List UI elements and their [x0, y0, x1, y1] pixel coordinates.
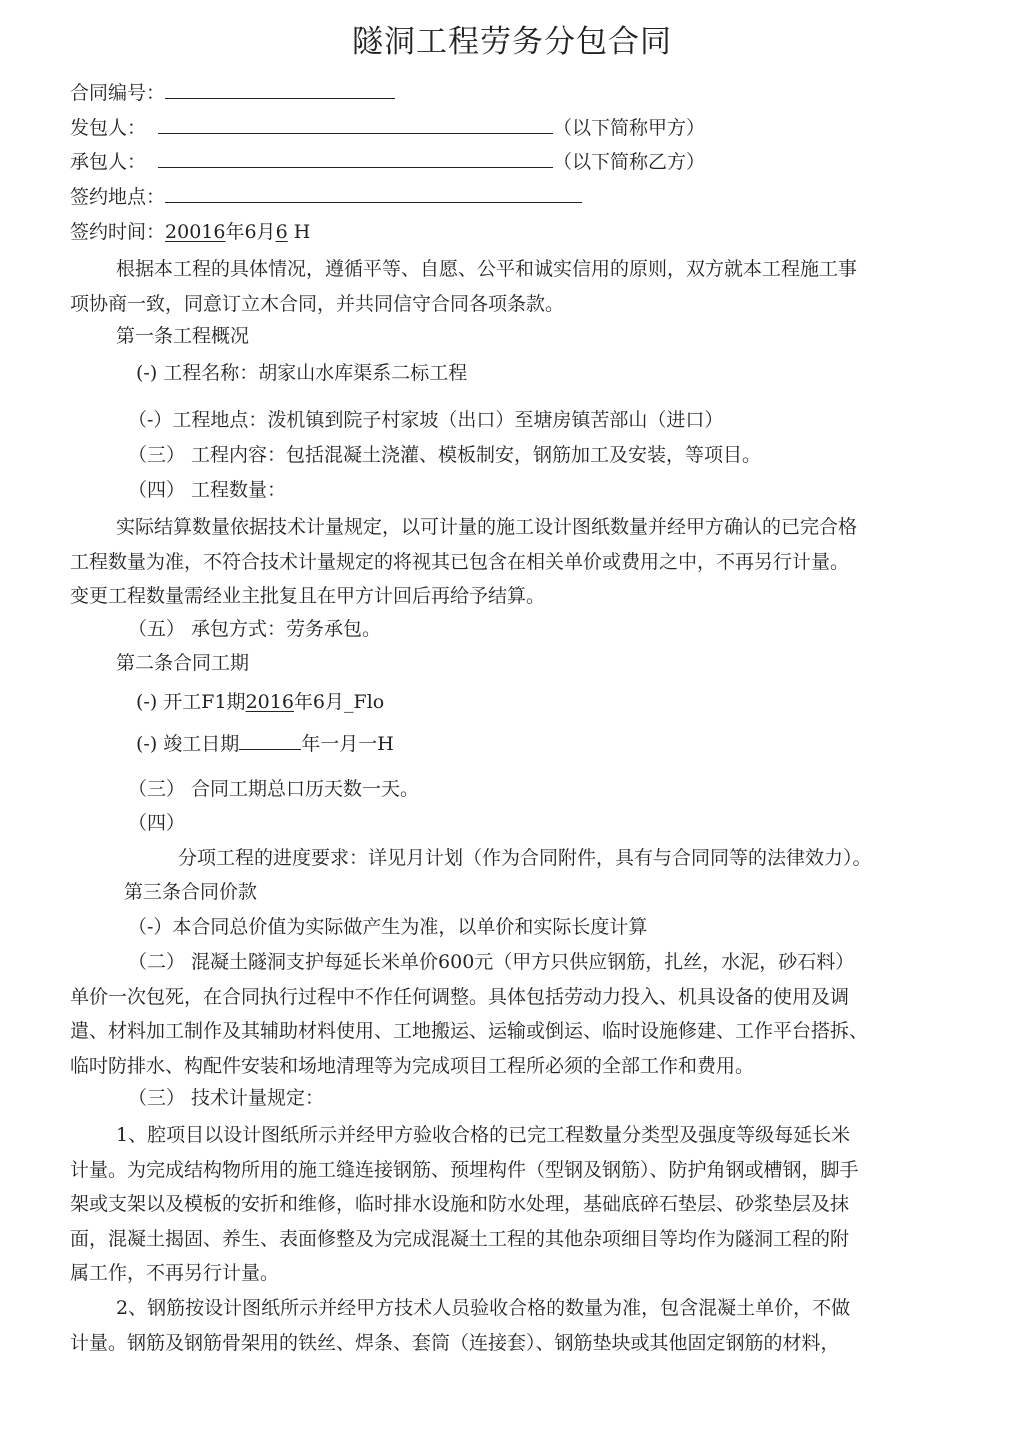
unit-price-line: 单价一次包死，在合同执行过程中不作任何调整。具体包括劳动力投入、机具设备的使用及调 [70, 985, 850, 1008]
unit-price-line: 遣、材料加工制作及其辅助材料使用、工地搬运、运输或倒运、临时设施修建、工作平台搭拆、 [70, 1020, 869, 1042]
intro-line: 项协商一致，同意订立木合同，并共同信守合同各项条款。 [70, 292, 565, 315]
sign-place-blank [165, 184, 582, 203]
unit-price-paragraph [70, 945, 868, 1083]
party-a-field [70, 114, 705, 142]
total-price-item: （-）本合同总价值为实际做产生为准，以单价和实际长度计算 [128, 916, 648, 938]
measurement-rules-item: （三） 技术计量规定： [128, 1087, 325, 1109]
rule-2-line: 2、钢筋按设计图纸所示并经甲方技术人员验收合格的数量为准，包含混凝土单价，不做 [116, 1297, 851, 1319]
sign-time-year: 20016 [165, 221, 226, 243]
party-a-suffix: （以下简称甲方） [553, 117, 706, 139]
article-1-heading: 第一条工程概况 [116, 325, 250, 347]
quantity-line: 实际结算数量依据技术计量规定，以可计量的施工设计图纸数量并经甲方确认的已完合格 [116, 516, 858, 538]
end-date-suffix: 年一月一H [301, 733, 394, 755]
sign-place-label: 签约地点： [70, 186, 166, 208]
unit-price-line: 临吋防排水、构配件安装和场地清理等为完成项目工程所必须的全部工作和费用。 [70, 1054, 755, 1077]
start-date-suffix: 年6月_Flo [293, 691, 385, 713]
rule-1-line: 架或支架以及模板的安折和维修，临时排水设施和防水处理，基础底碎石垫层、砂浆垫层及抹 [70, 1193, 850, 1215]
project-quantity-item: （四） 工程数量： [128, 479, 287, 501]
end-date-item [136, 730, 394, 758]
rule-1-line: 属工作，不再另行计量。 [70, 1262, 280, 1284]
rule-1-line: 计量。为完成结构物所用的施工缝连接钢筋、预埋构件（型钢及钢筋）、防护角钢或槽钢，脚手 [70, 1158, 859, 1181]
article-2-heading: 第二条合同工期 [116, 652, 250, 674]
sign-time-year-unit: 年6月 [225, 221, 276, 243]
party-b-suffix: （以下简称乙方） [553, 151, 706, 173]
sign-time-day-unit: H [287, 221, 311, 243]
party-a-label: 发包人： [70, 117, 147, 139]
party-b-field [70, 148, 705, 176]
end-date-blank [239, 731, 301, 750]
contract-number-label: 合同编号： [70, 82, 166, 104]
document-title: 隧洞工程劳务分包合同 [352, 24, 672, 60]
contract-mode-item: （五） 承包方式：劳务承包。 [128, 618, 382, 640]
progress-item-number: （四） [128, 812, 186, 834]
contract-number-field [70, 79, 395, 107]
sign-time-day: 6 [275, 221, 288, 243]
rule-1-paragraph [70, 1118, 859, 1291]
party-b-label: 承包人： [70, 151, 147, 173]
quantity-line: 工程数量为准，不符合技术计量规定的将视其已包含在相关单价或费用之中，不再另行计量。 [70, 550, 850, 573]
duration-item: （三） 合同工期总口历天数一天。 [128, 778, 420, 800]
party-b-blank [158, 149, 553, 168]
project-name-item: (-) 工程名称：胡家山水库渠系二标工程 [136, 362, 468, 384]
start-date-item [136, 688, 384, 716]
progress-requirement: 分项工程的进度要求：详见月计划（作为合同附件，具有与合同同等的法律效力）。 [178, 847, 872, 869]
rule-1-line: 1、腔项目以设计图纸所示并经甲方验收合格的已完工程数量分类型及强度等级每延长米 [116, 1124, 851, 1146]
contract-number-blank [165, 80, 395, 99]
unit-price-line: （二） 混凝土隧洞支护每延长米单价600元（甲方只供应钢筋，扎丝，水泥，砂石料） [128, 951, 855, 973]
sign-place-field [70, 183, 582, 211]
intro-line: 根据本工程的具体情况，遵循平等、自愿、公平和诚实信用的原则，双方就本工程施工事 [116, 258, 858, 280]
quantity-line: 变更工程数量需经业主批复且在甲方计回后再给予结算。 [70, 585, 546, 607]
party-a-blank [158, 115, 553, 134]
end-date-prefix: (-) 竣工日期 [136, 733, 240, 755]
rule-2-line: 计量。钢筋及钢筋骨架用的铁丝、焊条、套筒（连接套）、钢筋垫块或其他固定钢筋的材料， [70, 1331, 840, 1354]
start-date-prefix: (-) 开工F1期 [136, 691, 246, 713]
article-3-heading: 第三条合同价款 [124, 881, 258, 903]
rule-1-line: 面，混凝土揭固、养生、表面修整及为完成混凝土工程的其他杂项细目等均作为隧洞工程的附 [70, 1227, 850, 1250]
quantity-paragraph [70, 510, 857, 614]
intro-paragraph [70, 252, 857, 321]
start-date-year: 2016 [245, 691, 294, 713]
project-location-item: （-）工程地点：泼机镇到院子村家坡（出口）至塘房镇苦部山（进口） [128, 409, 724, 431]
project-content-item: （三） 工程内容：包括混凝土浇灌、模板制安，钢筋加工及安装，等项目。 [128, 444, 762, 466]
sign-time-field [70, 218, 310, 246]
rule-2-paragraph [70, 1291, 850, 1360]
sign-time-label: 签约时间： [70, 221, 166, 243]
